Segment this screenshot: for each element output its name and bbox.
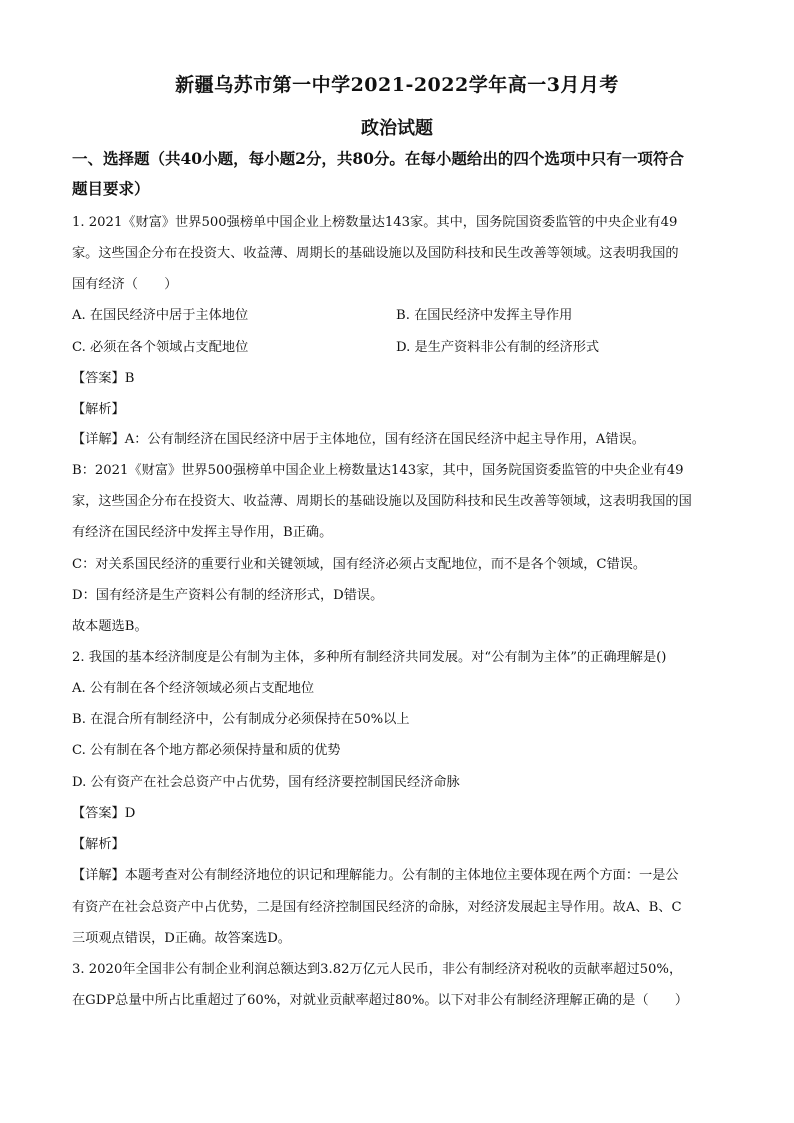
q1-analysis-label: 【解析】 (72, 402, 125, 417)
q1-detail-line: D：国有经济是生产资料公有制的经济形式，D错误。 (72, 588, 384, 603)
q1-detail-line: B：2021《财富》世界500强榜单中国企业上榜数量达143家，其中，国务院国资委监管的中央企业有49 (72, 463, 684, 478)
q2-detail-line: 【详解】本题考查对公有制经济地位的识记和理解能力。公有制的主体地位主要体现在两个方面：一是公 (72, 868, 679, 883)
section-heading-line: 一、选择题（共40小题，每小题2分，共80分。在每小题给出的四个选项中只有一项符合 (72, 149, 684, 168)
q1-answer: 【答案】B (72, 371, 135, 386)
exam-subtitle: 政治试题 (361, 118, 433, 139)
q2-option-b: B. 在混合所有制经济中，公有制成分必须保持在50%以上 (72, 712, 410, 727)
exam-title: 新疆乌苏市第一中学2021-2022学年高一3月月考 (175, 74, 619, 96)
q2-option-c: C. 公有制在各个地方都必须保持量和质的优势 (72, 743, 341, 758)
q1-option-d: D. 是生产资料非公有制的经济形式 (396, 340, 600, 355)
q1-stem-line: 国有经济（ ） (72, 277, 178, 292)
q2-option-a: A. 公有制在各个经济领域必须占支配地位 (72, 681, 315, 696)
q2-option-d: D. 公有资产在社会总资产中占优势，国有经济要控制国民经济命脉 (72, 775, 460, 790)
q1-stem-line: 家。这些国企分布在投资大、收益薄、周期长的基础设施以及国防科技和民生改善等领域。这表明我国的 (72, 246, 679, 261)
q1-stem-line: 1. 2021《财富》世界500强榜单中国企业上榜数量达143家。其中，国务院国资委监管的中央企业有49 (72, 215, 678, 230)
q2-answer: 【答案】D (72, 806, 136, 821)
q1-detail-line: 家，这些国企分布在投资大、收益薄、周期长的基础设施以及国防科技和民生改善等领域，这表明我国的国 (72, 494, 692, 509)
q2-detail-line: 有资产在社会总资产中占优势，二是国有经济控制国民经济的命脉，对经济发展起主导作用。故A、B、C (72, 900, 682, 915)
q2-detail-line: 三项观点错误，D正确。故答案选D。 (72, 931, 291, 946)
q1-option-c: C. 必须在各个领域占支配地位 (72, 340, 249, 355)
section-heading (72, 144, 732, 204)
q1-detail-line: 【详解】A：公有制经济在国民经济中居于主体地位，国有经济在国民经济中起主导作用，A错误。 (72, 432, 645, 447)
q1-detail-line: C：对关系国民经济的重要行业和关键领域，国有经济必须占支配地位，而不是各个领域，C错误。 (72, 557, 647, 572)
q3-stem-line: 3. 2020年全国非公有制企业利润总额达到3.82万亿元人民币，非公有制经济对税收的贡献率超过50%， (72, 962, 683, 977)
q2-analysis-label: 【解析】 (72, 837, 125, 852)
q1-option-b: B. 在国民经济中发挥主导作用 (396, 308, 573, 323)
q2-stem: 2. 我国的基本经济制度是公有制为主体，多种所有制经济共同发展。对“公有制为主体”的正确理解是() (72, 650, 667, 665)
q1-detail-line: 故本题选B。 (72, 619, 148, 634)
section-heading-line: 题目要求） (72, 179, 150, 198)
q1-detail-line: 有经济在国民经济中发挥主导作用，B正确。 (72, 525, 333, 540)
q3-stem-line: 在GDP总量中所占比重超过了60%，对就业贡献率超过80%。以下对非公有制经济理解正确的是（ ） (72, 993, 689, 1008)
q1-option-a: A. 在国民经济中居于主体地位 (72, 308, 249, 323)
